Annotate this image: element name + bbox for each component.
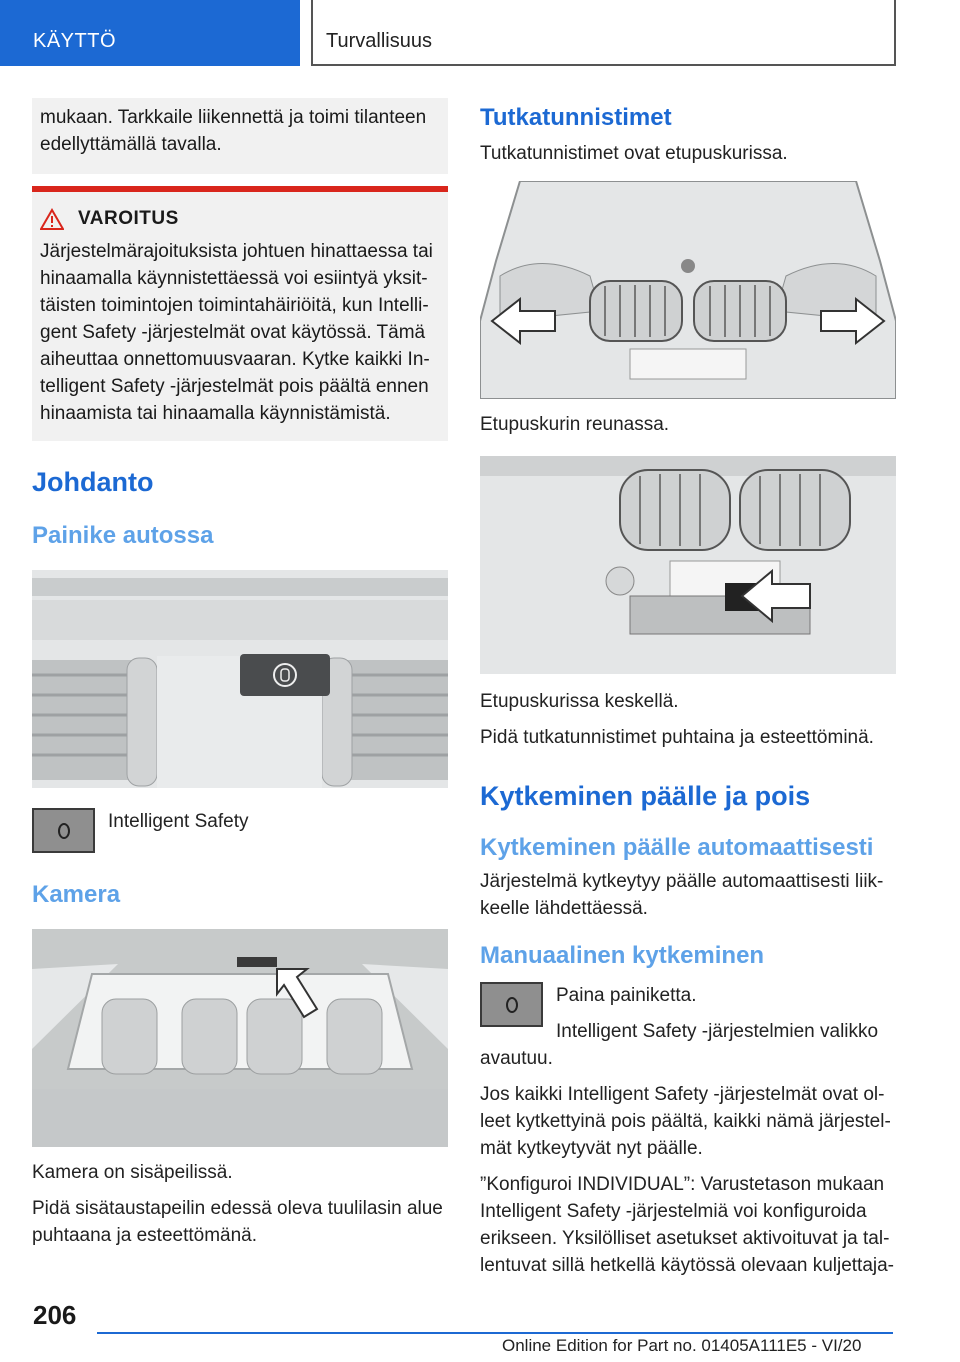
heading-camera: Kamera: [32, 881, 121, 908]
heading-switch-on-off: Kytkeminen päälle ja pois: [480, 781, 811, 811]
bumper-edge-illustration: [480, 181, 896, 399]
button-label: Intelligent Safety: [108, 811, 249, 832]
camera-caption: Kamera on sisäpeilissä.: [32, 1162, 233, 1183]
footer-divider: [97, 1332, 893, 1334]
warning-box: [32, 186, 448, 441]
bumper-edge-figure: [480, 181, 896, 399]
auto-on-text: Järjestelmä kytkeytyy päälle automaattisesti liikkeelle lähdettäessä.: [480, 871, 884, 919]
caption-bumper-edge: Etupuskurin reunassa.: [480, 414, 670, 435]
heading-radar-sensors: Tutkatunnistimet: [480, 104, 672, 131]
warning-title: VAROITUS: [78, 208, 179, 229]
interior-camera-illustration: [32, 929, 448, 1147]
button-in-car-figure: [32, 570, 448, 788]
camera-figure: [32, 929, 448, 1147]
section-tab: [0, 0, 300, 66]
left-column: [32, 98, 448, 1249]
manual-button-icon: [480, 982, 543, 1027]
chapter-title: Turvallisuus: [326, 30, 432, 52]
intro-note-box: [32, 98, 448, 174]
radar-intro: Tutkatunnistimet ovat etupuskurissa.: [480, 143, 788, 164]
chapter-tab: [311, 0, 896, 66]
right-column: [480, 104, 896, 1279]
caption-bumper-center: Etupuskurissa keskellä.: [480, 691, 679, 712]
manual-press-text: Paina painiketta.: [556, 985, 697, 1006]
manual-menu-text: Intelligent Safety -järjestelmien valikko: [556, 1021, 879, 1042]
dashboard-button-illustration: [32, 570, 448, 788]
bumper-center-figure: [480, 456, 896, 674]
heading-auto-on: Kytkeminen päälle automaattisesti: [480, 834, 874, 861]
manual-menu-text-continued: avautuu.: [480, 1048, 553, 1069]
heading-introduction: Johdanto: [32, 467, 154, 497]
configure-individual-text: ”Konfiguroi INDIVIDUAL”: Varustetason mukaan Intelligent Safety -järjestelmiä voi konfiguroida erikseen. Yksilölliset asetukset aktivoituvat ja tallentuvat sillä hetkellä käytössä olevaan kuljettaja-: [480, 1174, 895, 1276]
warning-text: Järjestelmärajoituksista johtuen hinattaessa tai hinaamalla käynnistettäessä voi esiintyä yksittäisten toimintojen toimintahäiriöitä, kun Intelligent Safety -järjestelmät ovat käytössä. Tämä aiheuttaa onnettomuusvaaran. Kytke kaikki Intelligent Safety -järjestelmät pois päältä ennen hinaamista tai hinaamalla käynnistämistä.: [40, 241, 433, 424]
intro-text: mukaan. Tarkkaile liikennettä ja toimi tilanteen edellyttämällä tavalla.: [40, 107, 427, 155]
heading-manual-switch: Manuaalinen kytkeminen: [480, 942, 765, 969]
all-off-text: Jos kaikki Intelligent Safety -järjestelmät ovat olleet kytkettyinä pois päältä, kaikki nämä järjestelmät kytkeytyvät nyt päälle.: [480, 1084, 891, 1159]
page-number: 206: [33, 1300, 77, 1330]
intelligent-safety-button-icon: [32, 808, 95, 853]
section-title: KÄYTTÖ: [33, 30, 117, 52]
warning-triangle-icon: [40, 208, 64, 230]
camera-text: Pidä sisätaustapeilin edessä oleva tuulilasin alue puhtaana ja esteettömänä.: [32, 1198, 443, 1246]
radar-keep-clean-text: Pidä tutkatunnistimet puhtaina ja esteettöminä.: [480, 727, 874, 748]
bumper-center-illustration: [480, 456, 896, 674]
heading-button-in-car: Painike autossa: [32, 522, 214, 549]
edition-info: Online Edition for Part no. 01405A111E5 - VI/20: [502, 1336, 862, 1355]
